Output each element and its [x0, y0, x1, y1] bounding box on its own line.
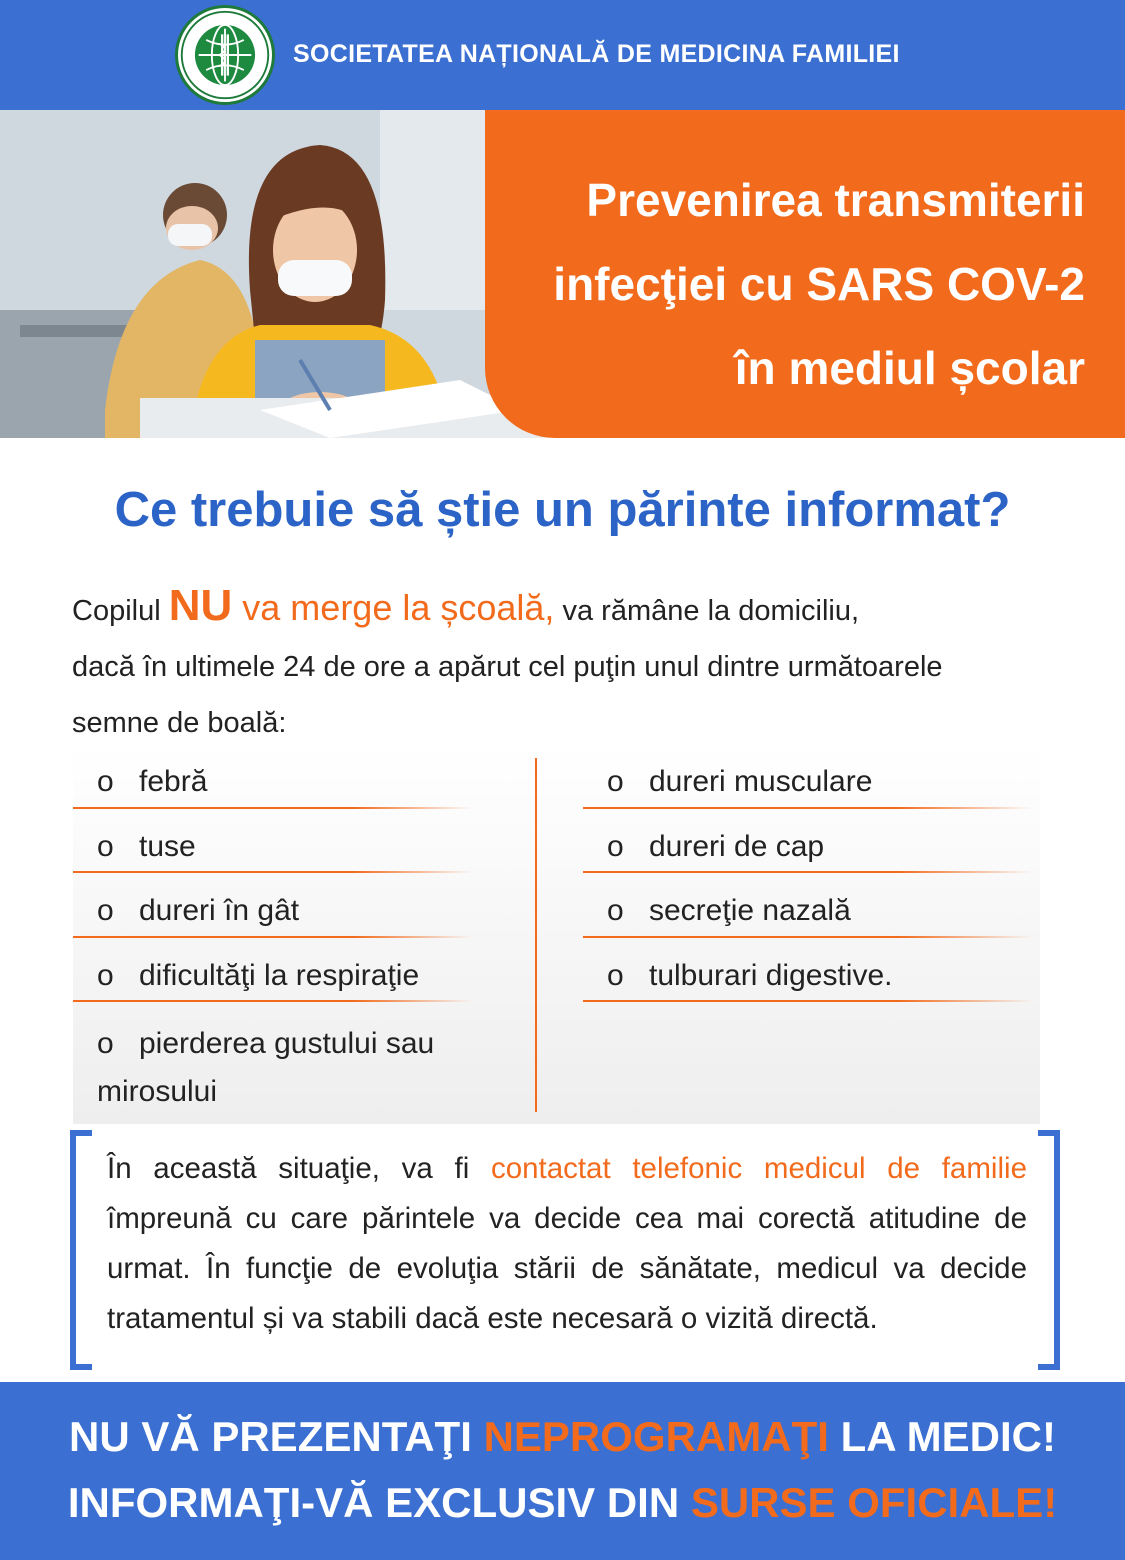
- footer-highlight: NEPROGRAMAŢI: [483, 1413, 829, 1460]
- footer-highlight: SURSE OFICIALE!: [690, 1479, 1058, 1526]
- symptom-item: [583, 744, 1033, 809]
- footer-text: INFORMAŢI-VĂ EXCLUSIV DIN: [67, 1479, 691, 1526]
- symptom-item: [73, 744, 473, 809]
- symptoms-list: [73, 744, 1040, 1124]
- symptoms-column-left: [73, 744, 473, 1116]
- bullet-marker: o: [97, 765, 114, 798]
- intro-line-3: semne de boală:: [72, 707, 287, 739]
- symptom-item: [73, 938, 473, 1003]
- hero-title-line: în mediul școlar: [734, 342, 1085, 394]
- symptom-item: [73, 1002, 473, 1116]
- bullet-marker: o: [97, 829, 114, 863]
- intro-line-1: [72, 578, 1082, 639]
- classroom-photo: [0, 110, 560, 438]
- symptoms-column-right: [583, 744, 1033, 1002]
- symptom-label: tuse: [139, 829, 196, 863]
- bullet-marker: o: [607, 829, 624, 863]
- symptom-item: [73, 809, 473, 874]
- symptom-label: pierderea gustului sau mirosului: [97, 1027, 435, 1108]
- question-heading: Ce trebuie să știe un părinte informat?: [114, 483, 1011, 537]
- intro-text: va rămâne la domiciliu,: [554, 595, 860, 627]
- bullet-marker: o: [607, 894, 624, 927]
- divider-line: [583, 1000, 1033, 1002]
- intro-line-2: dacă în ultimele 24 de ore a apărut cel puţin unul dintre următoarele: [72, 651, 943, 683]
- bullet-marker: o: [97, 958, 114, 992]
- society-seal-logo: [175, 5, 275, 105]
- left-bracket: [70, 1130, 92, 1370]
- bullet-marker: o: [607, 958, 624, 992]
- footer-line-1: [0, 1404, 1125, 1470]
- symptom-label: dureri în gât: [139, 894, 300, 927]
- intro-highlight: va merge la școală,: [232, 587, 555, 628]
- symptom-label: secreţie nazală: [649, 894, 851, 927]
- organization-name: SOCIETATEA NAȚIONALĂ DE MEDICINA FAMILIEI: [293, 40, 900, 68]
- bullet-marker: o: [97, 1027, 114, 1060]
- symptom-item: [583, 873, 1033, 938]
- footer-line-2: [0, 1470, 1125, 1536]
- note-text-part: În această situaţie, va fi: [107, 1152, 491, 1185]
- bullet-marker: o: [97, 894, 114, 927]
- hero-title-box: [485, 110, 1125, 438]
- hero-title-line: Prevenirea transmiterii: [586, 174, 1085, 226]
- footer-text: LA MEDIC!: [828, 1413, 1056, 1460]
- header-bar: [0, 0, 1125, 110]
- hero-section: [0, 110, 1125, 438]
- intro-text: Copilul: [72, 595, 169, 627]
- column-divider: [535, 758, 537, 1112]
- footer-banner: [0, 1382, 1125, 1560]
- contact-doctor-note: [70, 1130, 1060, 1370]
- symptom-label: dificultăţi la respiraţie: [139, 958, 420, 992]
- symptom-label: dureri de cap: [649, 829, 825, 863]
- symptom-label: tulburari digestive.: [649, 958, 893, 992]
- symptom-item: [583, 938, 1033, 1003]
- right-bracket: [1038, 1130, 1060, 1370]
- footer-text: NU VĂ PREZENTAŢI: [68, 1413, 484, 1460]
- symptom-item: [73, 873, 473, 938]
- symptom-item: [583, 809, 1033, 874]
- nu-emphasis: NU: [168, 581, 233, 630]
- bullet-marker: o: [607, 765, 624, 798]
- intro-paragraph: [72, 578, 1082, 751]
- note-text-part: împreună cu care părintele va decide cea mai corectă atitudine de urmat. În funcţie de evoluţia stării de sănătate, medicul va decide tratamentul și va stabili dacă este necesară o vizită directă.: [107, 1202, 1027, 1335]
- symptom-label: dureri musculare: [649, 765, 873, 798]
- note-highlight: contactat telefonic medicul de familie: [490, 1152, 1027, 1185]
- note-text: [107, 1144, 1027, 1344]
- symptom-label: febră: [139, 765, 208, 798]
- hero-title-line: infecţiei cu SARS COV-2: [553, 258, 1085, 310]
